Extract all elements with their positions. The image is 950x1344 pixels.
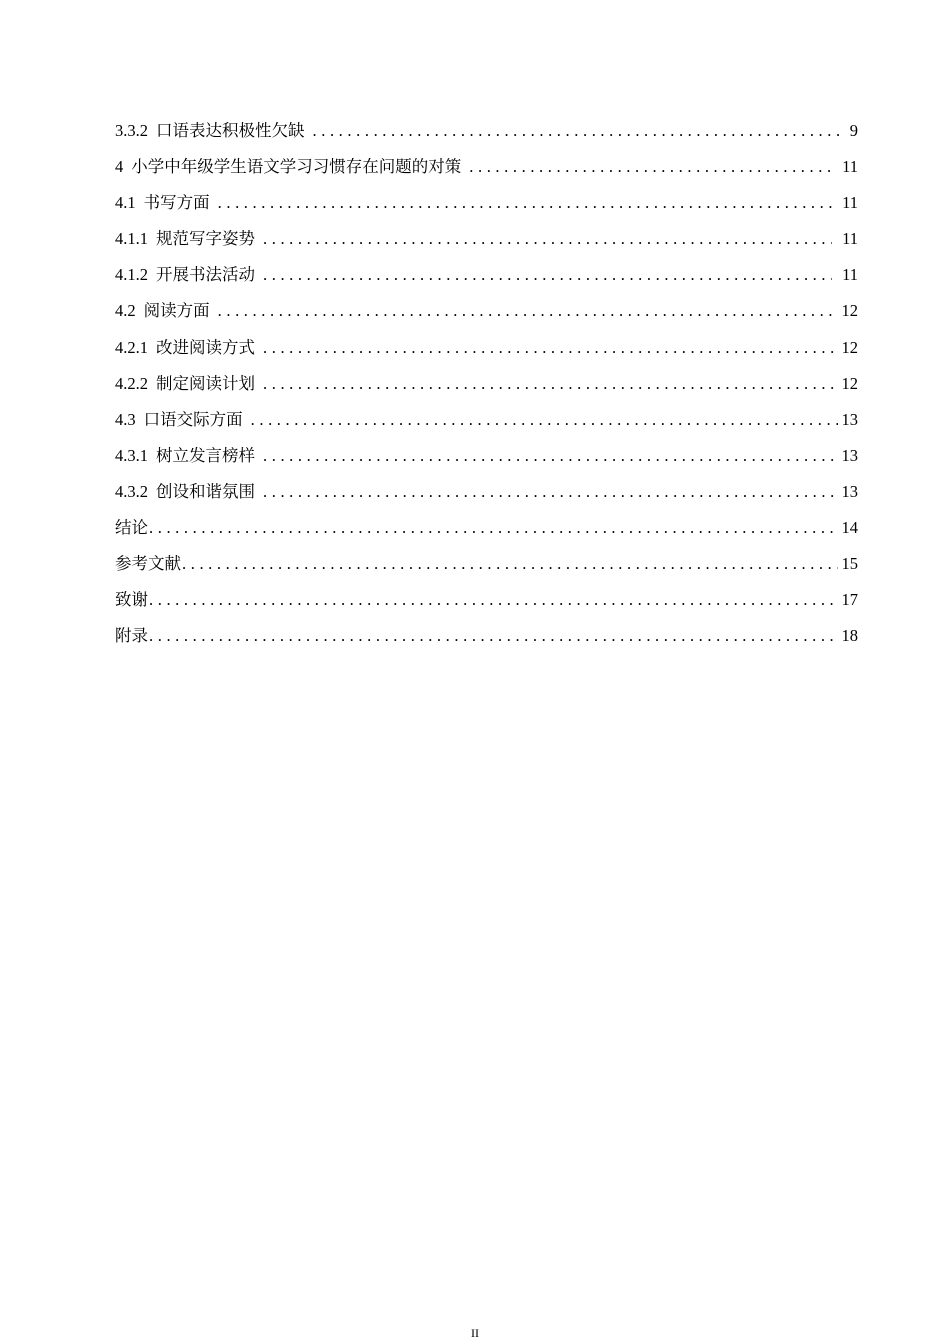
toc-entry-4-2-2[interactable] [115,371,858,407]
toc-entry-title[interactable]: 改进阅读方式 [156,337,255,357]
toc-entry-page[interactable]: 15 [841,554,858,574]
toc-entry-references[interactable] [115,551,858,587]
toc-entry-number: 4.3.2 [115,481,148,501]
toc-entry-page[interactable]: 13 [841,409,858,429]
toc-entry-title[interactable]: 结论 [115,518,148,538]
toc-entry-3-3-2[interactable] [115,118,858,154]
toc-entry-4-3-1[interactable] [115,443,858,479]
toc-entry-4-1-1[interactable] [115,226,858,262]
toc-entry-title[interactable]: 创设和谐氛围 [156,481,255,501]
toc-entry-number: 4.1.2 [115,265,148,285]
toc-entry-4-1[interactable] [115,190,858,226]
toc-entry-page[interactable]: 13 [841,481,858,501]
toc-dot-leader [218,298,838,324]
toc-dot-leader [149,623,838,649]
toc-entry-title[interactable]: 书写方面 [143,193,210,213]
toc-entry-page[interactable]: 9 [849,121,858,140]
toc-entry-number: 4.2.1 [115,337,148,357]
toc-dot-leader [263,371,838,397]
toc-entry-number: 4.3.1 [115,445,148,465]
toc-entry-number: 4.2.2 [115,373,148,393]
toc-dot-leader [263,262,832,288]
toc-entry-number: 3.3.2 [115,121,148,140]
toc-entry-title[interactable]: 口语交际方面 [143,409,243,429]
toc-dot-leader [149,587,838,613]
toc-entry-page[interactable]: 11 [842,193,858,213]
toc-entry-number: 4.2 [115,301,136,321]
toc-entry-acknowledgements[interactable] [115,587,858,623]
toc-entry-conclusion[interactable] [115,515,858,551]
toc-dot-leader [263,443,838,469]
toc-entry-title[interactable]: 规范写字姿势 [156,229,255,249]
toc-entry-title[interactable]: 附录 [115,626,148,646]
toc-entry-title[interactable]: 致谢 [115,590,148,610]
toc-entry-page[interactable]: 11 [842,265,858,285]
toc-entry-page[interactable]: 12 [841,337,858,357]
toc-entry-page[interactable]: 12 [841,301,858,321]
toc-entry-page[interactable]: 12 [841,373,858,393]
toc-dot-leader [218,190,832,216]
toc-entry-appendix[interactable] [115,623,858,659]
toc-dot-leader [263,226,832,252]
toc-entry-page[interactable]: 14 [841,518,858,538]
toc-entry-title[interactable]: 参考文献 [115,554,181,574]
toc-entry-title[interactable]: 口语表达积极性欠缺 [156,121,305,140]
toc-entry-title[interactable]: 阅读方面 [143,301,210,321]
toc-entry-number: 4.3 [115,409,136,429]
table-of-contents [115,118,858,659]
toc-entry-title[interactable]: 制定阅读计划 [156,373,255,393]
toc-entry-4-3-2[interactable] [115,479,858,515]
toc-dot-leader [263,479,838,505]
toc-entry-number: 4.1 [115,193,136,213]
page-number: II [471,1326,479,1340]
toc-entry-number: 4.1.1 [115,229,148,249]
toc-dot-leader [251,407,838,433]
toc-entry-page[interactable]: 13 [841,445,858,465]
toc-dot-leader [149,515,838,541]
toc-entry-4[interactable] [115,154,858,190]
toc-entry-title[interactable]: 小学中年级学生语文学习习惯存在问题的对策 [131,157,462,177]
toc-dot-leader [263,335,838,361]
toc-entry-number: 4 [115,157,124,177]
toc-dot-leader [313,118,845,144]
toc-entry-title[interactable]: 开展书法活动 [156,265,255,285]
toc-entry-page[interactable]: 11 [842,229,858,249]
toc-entry-title[interactable]: 树立发言榜样 [156,445,255,465]
toc-entry-4-1-2[interactable] [115,262,858,298]
toc-entry-4-3[interactable] [115,407,858,443]
toc-dot-leader [469,154,832,180]
toc-entry-page[interactable]: 17 [841,590,858,610]
toc-entry-4-2[interactable] [115,298,858,334]
toc-dot-leader [182,551,838,577]
toc-entry-4-2-1[interactable] [115,335,858,371]
toc-entry-page[interactable]: 11 [842,157,858,177]
toc-entry-page[interactable]: 18 [841,626,858,646]
